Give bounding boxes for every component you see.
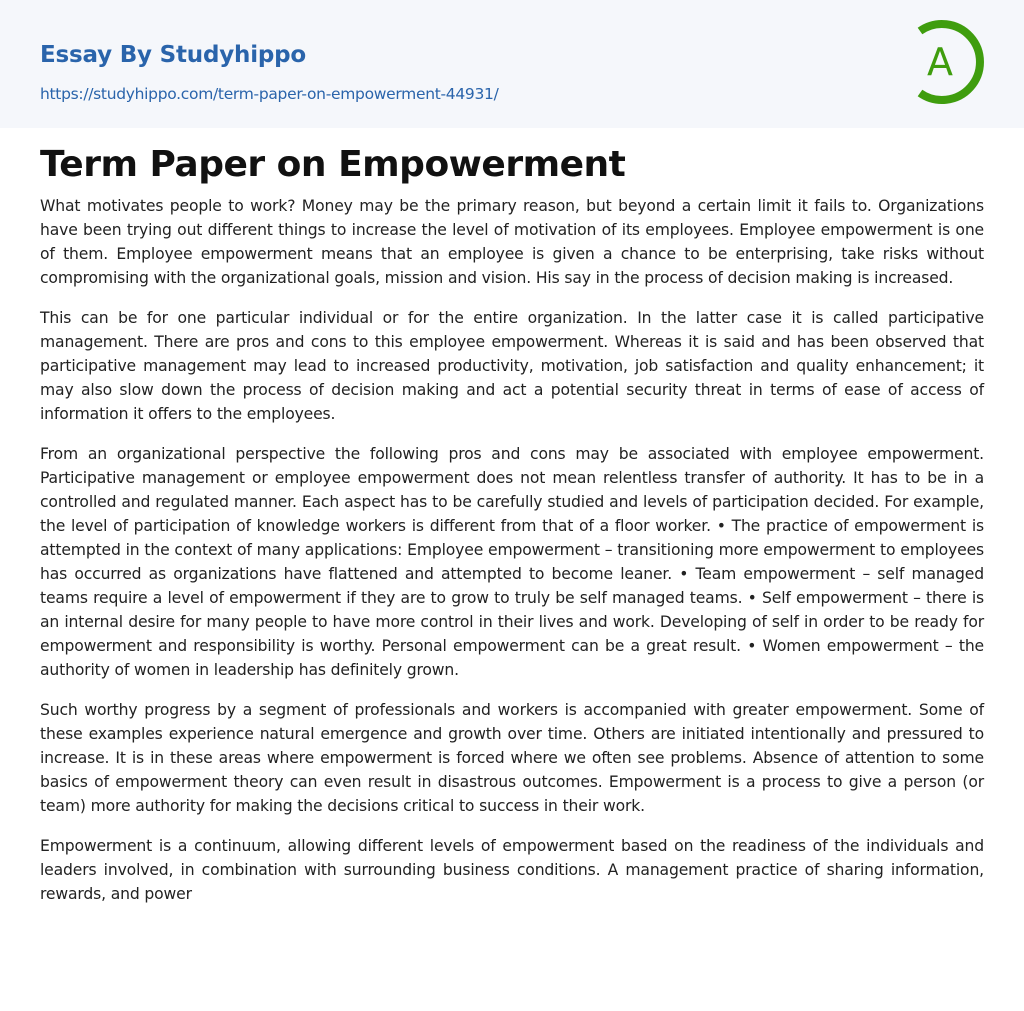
paragraph: This can be for one particular individual or for the entire organization. In the latter case it is called participative management. There are pros and cons to this employee empowerment. Whereas it is said and has been observed that participative management may lead to increased productivity, motivation, job satisfaction and quality enhancement; it may also slow down the process of decision making and act a potential security threat in terms of ease of access of information it offers to the employees. [40,309,984,423]
paragraph: From an organizational perspective the following pros and cons may be associated with employee empowerment. Participative management or employee empowerment does not mean relentless transfer of authority. It has to be in a controlled and regulated manner. Each aspect has to be carefully studied and levels of participation decided. For example, the level of participation of knowledge workers is different from that of a floor worker. • The practice of empowerment is attempted in the context of many applications: Employee empowerment – transitioning more empowerment to employees has occurred as organizations have flattened and attempted to become leaner. • Team empowerment – self managed teams require a level of empowerment if they are to grow to truly be self managed teams. • Self empowerment – there is an internal desire for many people to have more control in their lives and work. Developing of self in order to be ready for empowerment and responsibility is worthy. Personal empowerment can be a great result. • Women empowerment – the authority of women in leadership has definitely grown. [40,445,984,679]
studyhippo-logo-icon [912,19,986,105]
paragraph: What motivates people to work? Money may be the primary reason, but beyond a certain limit it fails to. Organizations have been trying out different things to increase the level of motivation of its employees. Employee empowerment is one of them. Employee empowerment means that an employee is given a chance to be enterprising, take risks without compromising with the organizational goals, mission and vision. His say in the process of decision making is increased. [40,197,984,287]
page-header [0,0,1024,128]
svg-text:A: A [927,40,953,84]
paragraph: Such worthy progress by a segment of professionals and workers is accompanied with greater empowerment. Some of these examples experience natural emergence and growth over time. Others are initiated intentionally and pressured to increase. It is in these areas where empowerment is forced where we often see problems. Absence of attention to some basics of empowerment theory can even result in disastrous outcomes. Empowerment is a process to give a person (or team) more authority for making the decisions critical to success in their work. [40,701,984,815]
paragraph: Empowerment is a continuum, allowing different levels of empowerment based on the readiness of the individuals and leaders involved, in combination with surrounding business conditions. A management practice of sharing information, rewards, and power [40,837,984,903]
essay-url-link[interactable]: https://studyhippo.com/term-paper-on-empowerment-44931/ [40,85,499,103]
site-title: Essay By Studyhippo [40,42,307,68]
page-title: Term Paper on Empowerment [40,144,626,185]
article-body [40,194,984,922]
